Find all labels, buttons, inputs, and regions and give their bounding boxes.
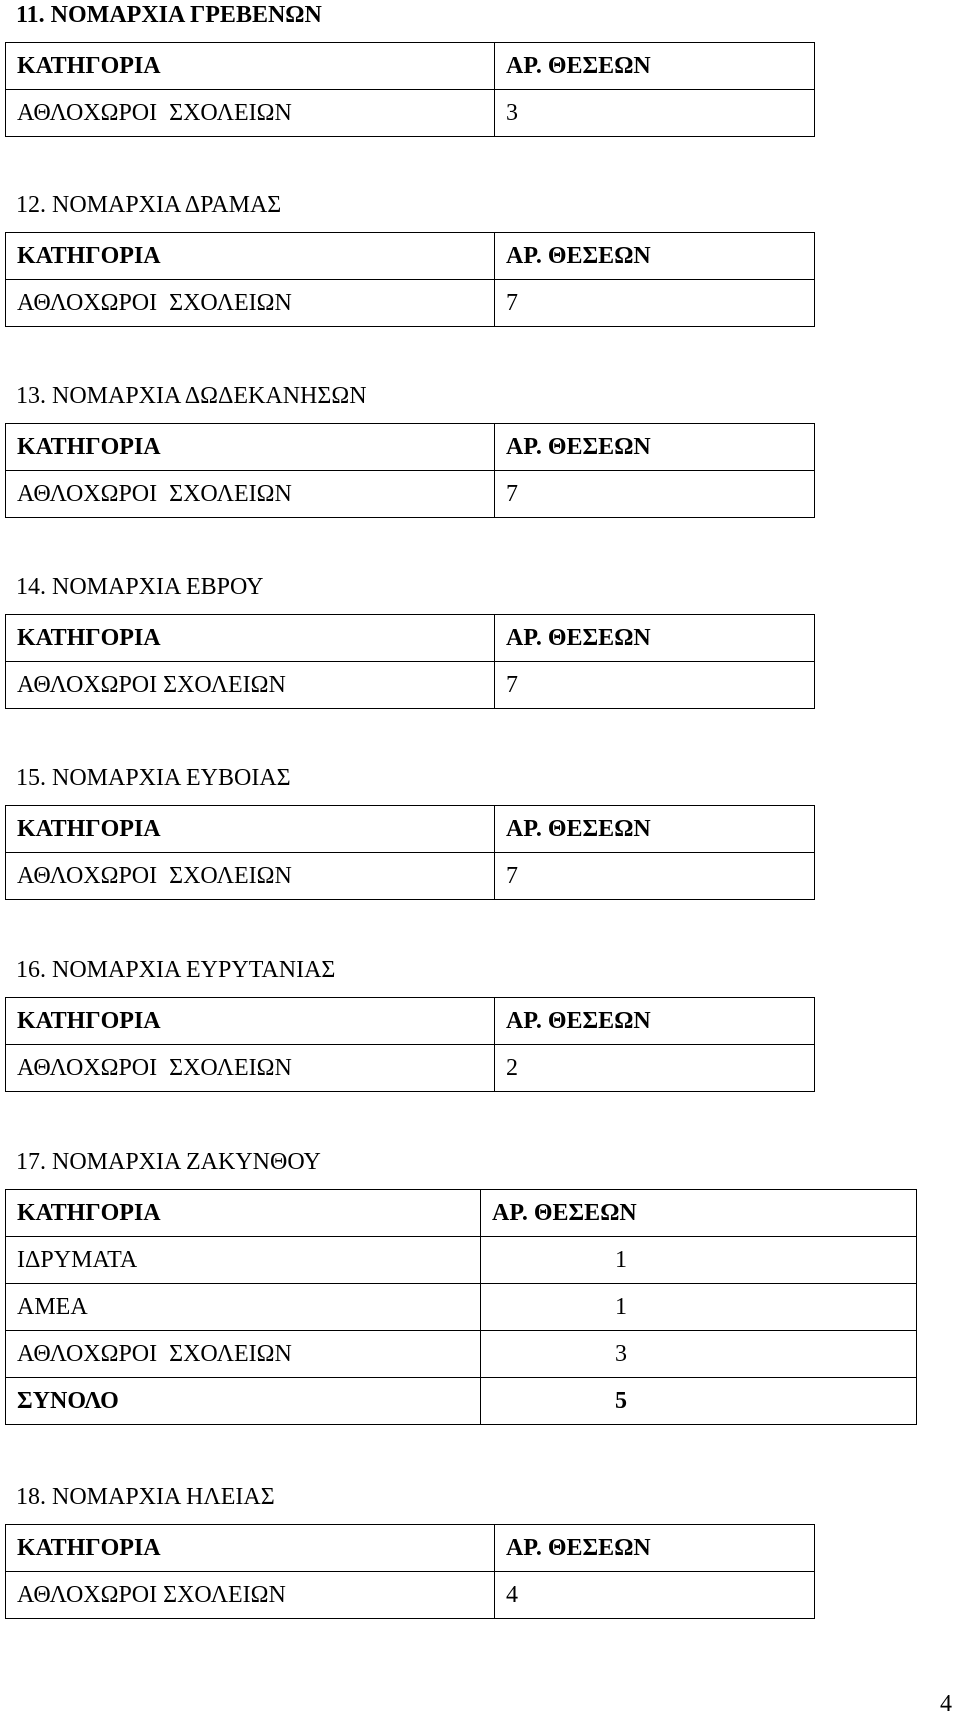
seats-table [5, 423, 815, 518]
table-row [6, 1572, 815, 1619]
table-header-row [6, 806, 815, 853]
row-seats: 2 [495, 1045, 815, 1092]
table-row [6, 1237, 917, 1284]
section-grevena [5, 0, 815, 137]
row-category: ΑΘΛΟΧΩΡΟΙ ΣΧΟΛΕΙΩΝ [6, 1331, 481, 1378]
header-category: ΚΑΤΗΓΟΡΙΑ [6, 43, 495, 90]
row-seats: 7 [495, 662, 815, 709]
header-seats: ΑΡ. ΘΕΣΕΩΝ [495, 998, 815, 1045]
header-seats: ΑΡ. ΘΕΣΕΩΝ [495, 424, 815, 471]
row-seats: 1 [481, 1237, 917, 1284]
seats-table [5, 42, 815, 137]
table-row [6, 1045, 815, 1092]
row-category: ΑΘΛΟΧΩΡΟΙ ΣΧΟΛΕΙΩΝ [6, 280, 495, 327]
section-evros [5, 572, 815, 709]
section-evia [5, 763, 815, 900]
row-category: ΑΘΛΟΧΩΡΟΙ ΣΧΟΛΕΙΩΝ [6, 471, 495, 518]
table-total-row [6, 1378, 917, 1425]
row-seats: 7 [495, 471, 815, 518]
row-category: ΙΔΡΥΜΑΤΑ [6, 1237, 481, 1284]
table-row [6, 280, 815, 327]
table-header-row [6, 424, 815, 471]
table-row [6, 662, 815, 709]
table-header-row [6, 233, 815, 280]
section-heading: 18. ΝΟΜΑΡΧΙΑ ΗΛΕΙΑΣ [16, 1484, 275, 1510]
section-heading: 14. ΝΟΜΑΡΧΙΑ ΕΒΡΟΥ [16, 574, 264, 600]
section-heading: 13. ΝΟΜΑΡΧΙΑ ΔΩΔΕΚΑΝΗΣΩΝ [16, 383, 367, 409]
section-zakynthos [5, 1147, 917, 1425]
section-heading: 11. ΝΟΜΑΡΧΙΑ ΓΡΕΒΕΝΩΝ [16, 2, 322, 28]
row-category: ΑΘΛΟΧΩΡΟΙ ΣΧΟΛΕΙΩΝ [6, 662, 495, 709]
table-row [6, 1284, 917, 1331]
seats-table [5, 232, 815, 327]
row-category: ΑΘΛΟΧΩΡΟΙ ΣΧΟΛΕΙΩΝ [6, 1572, 495, 1619]
row-category: ΑΘΛΟΧΩΡΟΙ ΣΧΟΛΕΙΩΝ [6, 1045, 495, 1092]
section-heading: 12. ΝΟΜΑΡΧΙΑ ΔΡΑΜΑΣ [16, 192, 282, 218]
page-number: 4 [940, 1691, 952, 1717]
table-row [6, 90, 815, 137]
section-dodecanese [5, 381, 815, 518]
seats-table [5, 1189, 917, 1425]
row-seats: 3 [495, 90, 815, 137]
row-seats: 3 [481, 1331, 917, 1378]
table-header-row [6, 43, 815, 90]
header-category: ΚΑΤΗΓΟΡΙΑ [6, 615, 495, 662]
row-category: ΑΘΛΟΧΩΡΟΙ ΣΧΟΛΕΙΩΝ [6, 90, 495, 137]
header-category: ΚΑΤΗΓΟΡΙΑ [6, 424, 495, 471]
row-seats: 7 [495, 853, 815, 900]
section-ilia [5, 1482, 815, 1619]
section-heading: 16. ΝΟΜΑΡΧΙΑ ΕΥΡΥΤΑΝΙΑΣ [16, 957, 336, 983]
header-category: ΚΑΤΗΓΟΡΙΑ [6, 806, 495, 853]
header-category: ΚΑΤΗΓΟΡΙΑ [6, 998, 495, 1045]
row-category: ΑΘΛΟΧΩΡΟΙ ΣΧΟΛΕΙΩΝ [6, 853, 495, 900]
table-header-row [6, 1525, 815, 1572]
table-header-row [6, 998, 815, 1045]
header-seats: ΑΡ. ΘΕΣΕΩΝ [481, 1190, 917, 1237]
header-seats: ΑΡ. ΘΕΣΕΩΝ [495, 1525, 815, 1572]
header-category: ΚΑΤΗΓΟΡΙΑ [6, 1190, 481, 1237]
row-category: ΑΜΕΑ [6, 1284, 481, 1331]
header-seats: ΑΡ. ΘΕΣΕΩΝ [495, 806, 815, 853]
table-row [6, 853, 815, 900]
table-row [6, 1331, 917, 1378]
section-evrytania [5, 955, 815, 1092]
header-category: ΚΑΤΗΓΟΡΙΑ [6, 1525, 495, 1572]
row-seats: 1 [481, 1284, 917, 1331]
table-row [6, 471, 815, 518]
seats-table [5, 997, 815, 1092]
header-category: ΚΑΤΗΓΟΡΙΑ [6, 233, 495, 280]
section-heading: 17. ΝΟΜΑΡΧΙΑ ΖΑΚΥΝΘΟΥ [16, 1149, 321, 1175]
section-drama [5, 190, 815, 327]
header-seats: ΑΡ. ΘΕΣΕΩΝ [495, 233, 815, 280]
section-heading: 15. ΝΟΜΑΡΧΙΑ ΕΥΒΟΙΑΣ [16, 765, 291, 791]
header-seats: ΑΡ. ΘΕΣΕΩΝ [495, 43, 815, 90]
seats-table [5, 805, 815, 900]
header-seats: ΑΡ. ΘΕΣΕΩΝ [495, 615, 815, 662]
total-label: ΣΥΝΟΛΟ [6, 1378, 481, 1425]
seats-table [5, 614, 815, 709]
seats-table [5, 1524, 815, 1619]
total-seats: 5 [481, 1378, 917, 1425]
table-header-row [6, 1190, 917, 1237]
row-seats: 7 [495, 280, 815, 327]
table-header-row [6, 615, 815, 662]
row-seats: 4 [495, 1572, 815, 1619]
